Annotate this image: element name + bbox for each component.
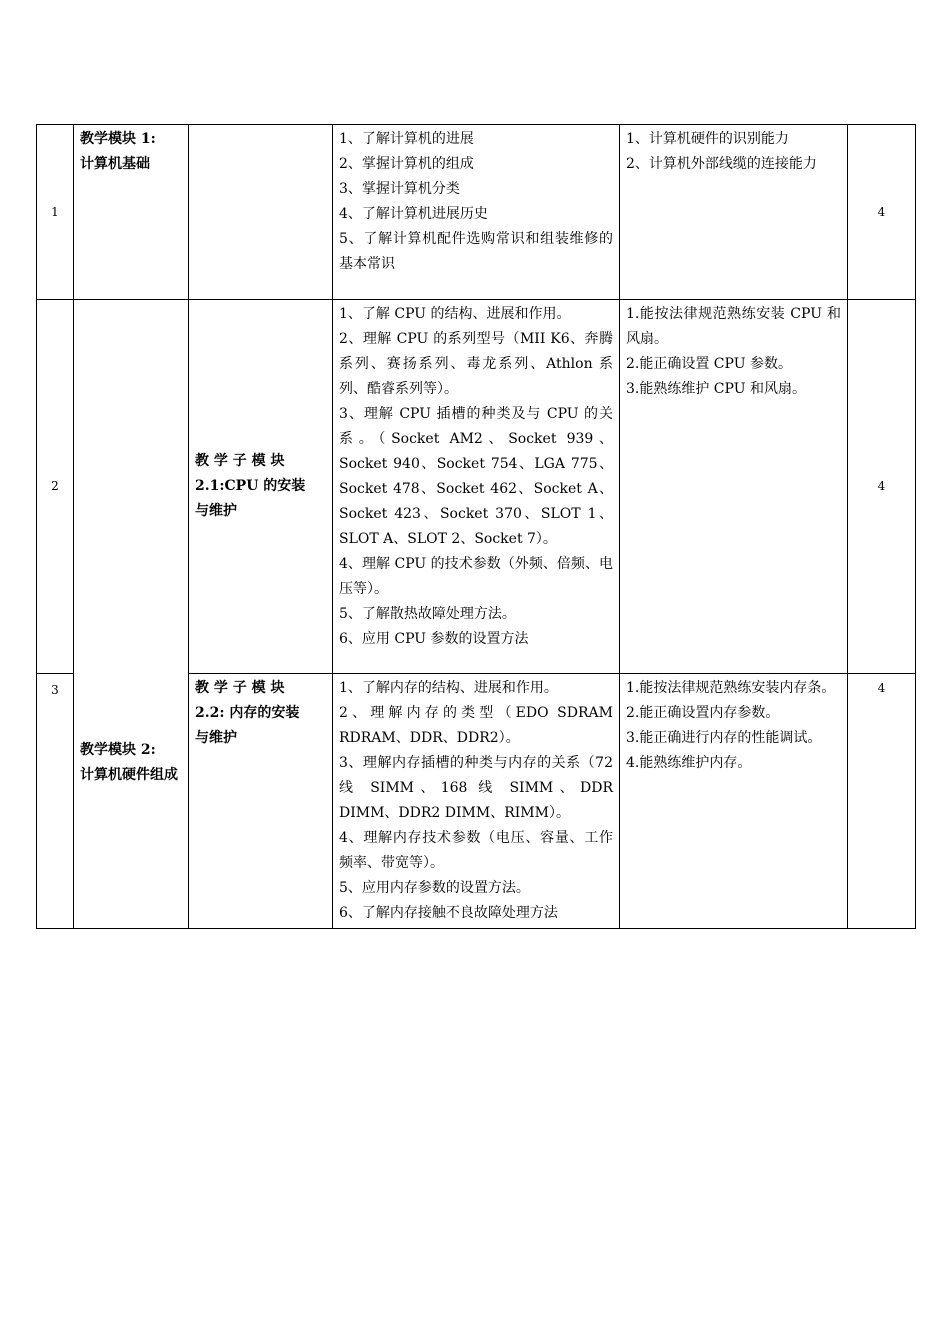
knowledge-cell <box>333 125 620 300</box>
knowledge-item: 3、掌握计算机分类 <box>339 181 460 197</box>
skills-cell <box>620 125 848 300</box>
submodule-cell <box>189 674 333 929</box>
submodule-title: 教 学 子 模 块 <box>195 680 285 696</box>
submodule-name-cont: 与维护 <box>195 503 237 519</box>
knowledge-item: 6、了解内存接触不良故障处理方法 <box>339 905 558 921</box>
module-title: 教学模块 1: <box>80 131 156 147</box>
skill-item: 4.能熟练维护内存。 <box>626 755 752 771</box>
skill-item: 2.能正确设置内存参数。 <box>626 705 780 721</box>
knowledge-item: 1、了解计算机的进展 <box>339 131 474 147</box>
knowledge-item: 5、了解计算机配件选购常识和组装维修的基本常识 <box>339 231 613 272</box>
skill-item: 3.能熟练维护 CPU 和风扇。 <box>626 381 806 397</box>
skill-item: 1.能按法律规范熟练安装 CPU 和风扇。 <box>626 306 841 347</box>
skill-item: 3.能正确进行内存的性能调试。 <box>626 730 822 746</box>
knowledge-item: 2、理解 CPU 的系列型号（MII K6、奔腾系列、赛扬系列、毒龙系列、Athlon 系列、酷睿系列等）。 <box>339 331 613 397</box>
skill-item: 1.能按法律规范熟练安装内存条。 <box>626 680 836 696</box>
knowledge-item: 4、理解内存技术参数（电压、容量、工作频率、带宽等）。 <box>339 830 613 871</box>
skills-cell <box>620 674 848 929</box>
row-number: 1 <box>37 125 74 300</box>
skill-item: 2、计算机外部线缆的连接能力 <box>626 156 817 172</box>
hours-cell: 4 <box>848 125 916 300</box>
submodule-name-cont: 与维护 <box>195 730 237 746</box>
module-name: 计算机基础 <box>80 156 150 172</box>
hours-cell: 4 <box>848 674 916 929</box>
knowledge-item: 1、了解内存的结构、进展和作用。 <box>339 680 558 696</box>
knowledge-item: 5、应用内存参数的设置方法。 <box>339 880 530 896</box>
knowledge-item: 6、应用 CPU 参数的设置方法 <box>339 631 529 647</box>
knowledge-item: 3、理解内存插槽的种类与内存的关系（72 线 SIMM、168 线 SIMM、DDR DIMM、DDR2 DIMM、RIMM）。 <box>339 755 613 821</box>
hours-cell: 4 <box>848 300 916 674</box>
knowledge-item: 2、理解内存的类型（EDO SDRAM RDRAM、DDR、DDR2）。 <box>339 705 613 746</box>
submodule-name: 2.1:CPU 的安装 <box>195 478 306 494</box>
knowledge-cell <box>333 674 620 929</box>
submodule-cell <box>189 300 333 674</box>
knowledge-cell <box>333 300 620 674</box>
knowledge-item: 2、掌握计算机的组成 <box>339 156 474 172</box>
submodule-name: 2.2: 内存的安装 <box>195 705 300 721</box>
skill-item: 2.能正确设置 CPU 参数。 <box>626 356 792 372</box>
knowledge-item: 5、了解散热故障处理方法。 <box>339 606 516 622</box>
knowledge-item: 4、理解 CPU 的技术参数（外频、倍频、电压等）。 <box>339 556 613 597</box>
skill-item: 1、计算机硬件的识别能力 <box>626 131 789 147</box>
submodule-title: 教 学 子 模 块 <box>195 453 285 469</box>
table-row <box>37 300 916 674</box>
module-cell <box>74 125 189 300</box>
module-cell <box>74 300 189 929</box>
row-number: 2 <box>37 300 74 674</box>
module-name: 计算机硬件组成 <box>80 767 178 783</box>
module-title: 教学模块 2: <box>80 742 156 758</box>
knowledge-item: 4、了解计算机进展历史 <box>339 206 488 222</box>
skills-cell <box>620 300 848 674</box>
knowledge-item: 1、了解 CPU 的结构、进展和作用。 <box>339 306 571 322</box>
row-number: 3 <box>37 674 74 929</box>
course-table <box>36 124 916 929</box>
submodule-cell-empty <box>189 125 333 300</box>
table-row <box>37 125 916 300</box>
knowledge-item: 3、理解 CPU 插槽的种类及与 CPU 的关系。（Socket AM2、Socket 939、Socket 940、Socket 754、LGA 775、Socket 478、Socket 462、Socket A、Socket 423、Socket 370、SLOT 1、SLOT A、SLOT 2、Socket 7）。 <box>339 406 613 547</box>
